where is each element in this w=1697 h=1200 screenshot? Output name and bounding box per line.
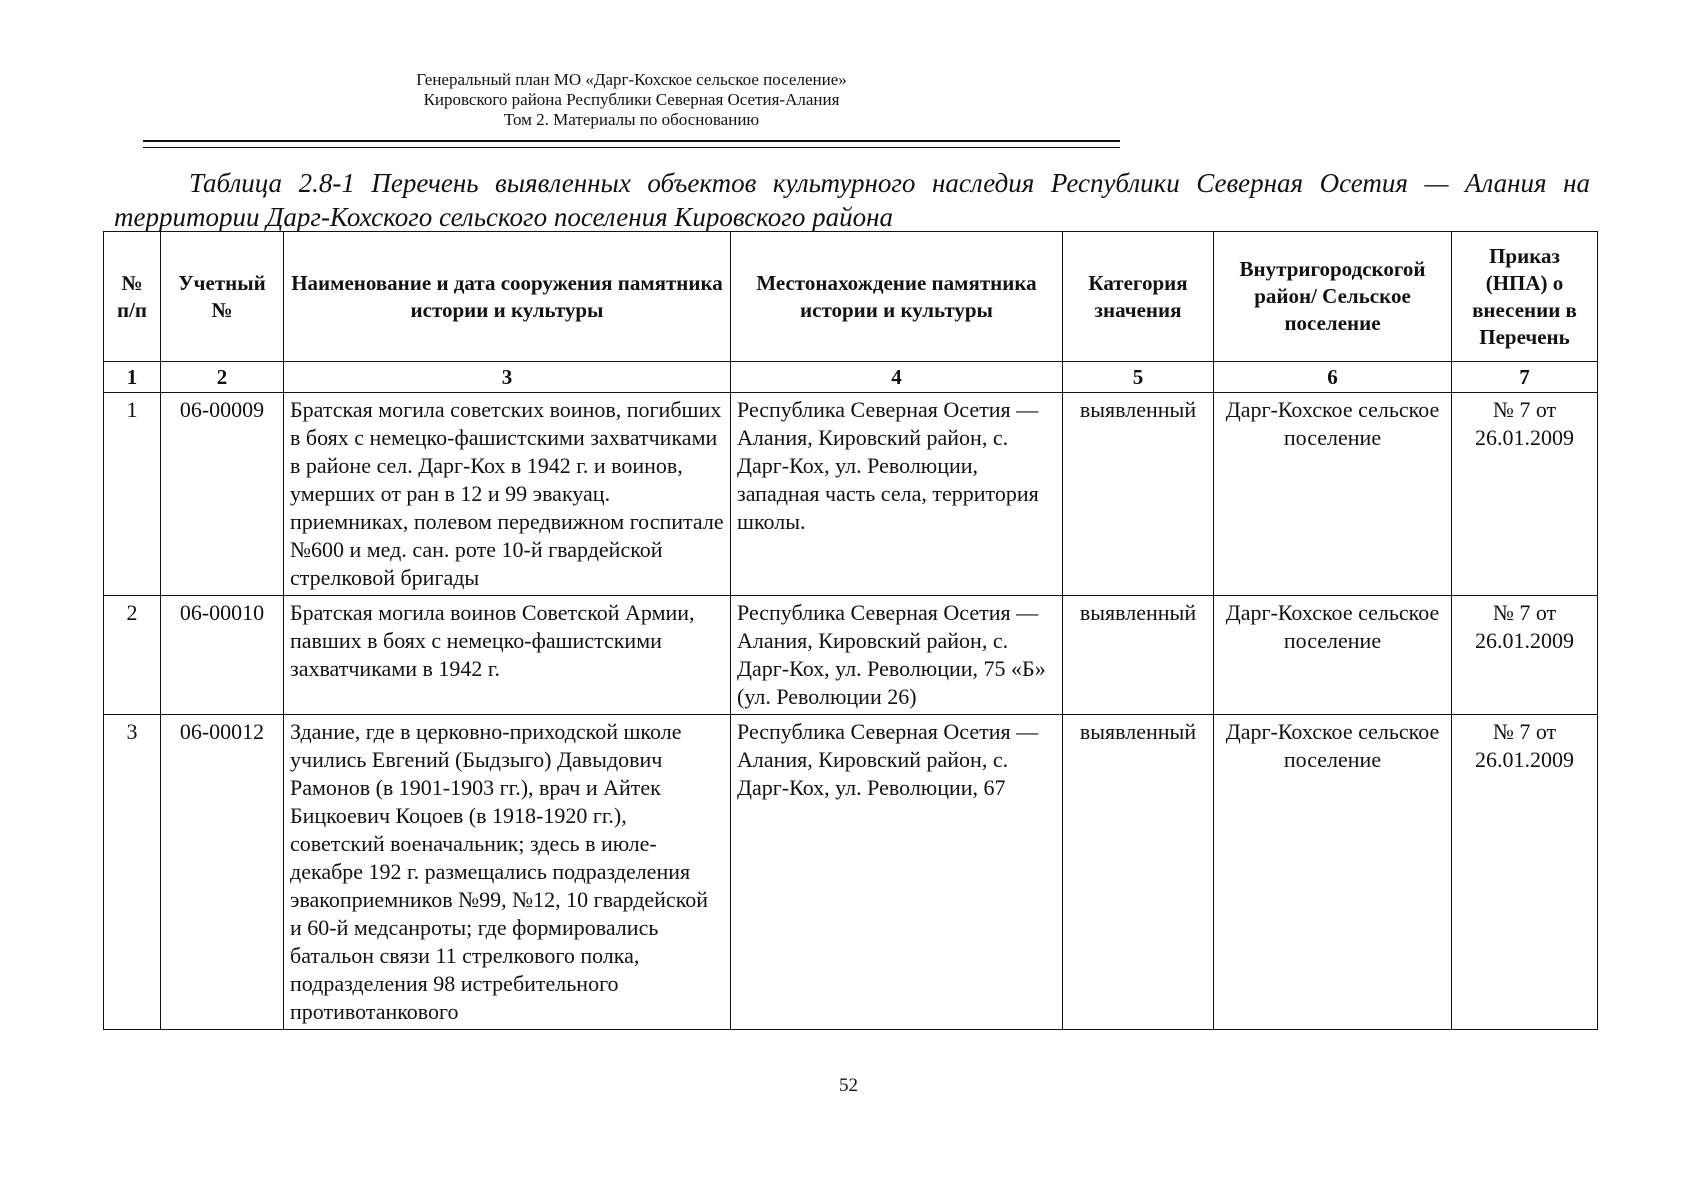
column-number-row xyxy=(104,362,1598,393)
table-row xyxy=(104,596,1598,715)
document-header xyxy=(143,70,1120,130)
column-number: 1 xyxy=(104,362,161,393)
header-cell-number: № п/п xyxy=(104,232,161,362)
column-number: 6 xyxy=(1214,362,1452,393)
column-number: 4 xyxy=(731,362,1063,393)
header-cell-registry-number: Учетный № xyxy=(161,232,284,362)
header-cell-location: Местонахождение памятника истории и культуры xyxy=(731,232,1063,362)
cell-district: Дарг-Кохское сельское поселение xyxy=(1214,715,1452,1030)
cell-location: Республика Северная Осетия — Алания, Кировский район, с. Дарг-Кох, ул. Революции, 75 «Б» (ул. Революции 26) xyxy=(731,596,1063,715)
cell-location: Республика Северная Осетия — Алания, Кировский район, с. Дарг-Кох, ул. Революции, 67 xyxy=(731,715,1063,1030)
table-header-row xyxy=(104,232,1598,362)
cell-order: № 7 от 26.01.2009 xyxy=(1452,596,1598,715)
cell-number: 2 xyxy=(104,596,161,715)
cell-district: Дарг-Кохское сельское поселение xyxy=(1214,596,1452,715)
cell-registry-number: 06-00009 xyxy=(161,393,284,596)
cell-name: Братская могила воинов Советской Армии, павших в боях с немецко-фашистскими захватчиками в 1942 г. xyxy=(284,596,731,715)
header-line-2: Кировского района Республики Северная Осетия-Алания xyxy=(423,90,840,109)
header-cell-order: Приказ (НПА) о внесении в Перечень xyxy=(1452,232,1598,362)
column-number: 5 xyxy=(1063,362,1214,393)
cell-category: выявленный xyxy=(1063,715,1214,1030)
header-cell-district: Внутригородскогой район/ Сельское поселение xyxy=(1214,232,1452,362)
header-cell-name: Наименование и дата сооружения памятника истории и культуры xyxy=(284,232,731,362)
cell-category: выявленный xyxy=(1063,596,1214,715)
table-row xyxy=(104,715,1598,1030)
cell-registry-number: 06-00012 xyxy=(161,715,284,1030)
header-cell-category: Категория значения xyxy=(1063,232,1214,362)
cell-location: Республика Северная Осетия — Алания, Кировский район, с. Дарг-Кох, ул. Революции, западная часть села, территория школы. xyxy=(731,393,1063,596)
cell-order: № 7 от 26.01.2009 xyxy=(1452,393,1598,596)
cell-name: Братская могила советских воинов, погибших в боях с немецко-фашистскими захватчиками в районе сел. Дарг-Кох в 1942 г. и воинов, умерших от ран в 12 и 99 эвакуац. приемниках, полевом передвижном госпитале №600 и мед. сан. роте 10-й гвардейской стрелковой бригады xyxy=(284,393,731,596)
cell-number: 1 xyxy=(104,393,161,596)
cell-category: выявленный xyxy=(1063,393,1214,596)
cell-number: 3 xyxy=(104,715,161,1030)
column-number: 3 xyxy=(284,362,731,393)
cell-order: № 7 от 26.01.2009 xyxy=(1452,715,1598,1030)
page-number: 52 xyxy=(839,1075,858,1096)
cell-registry-number: 06-00010 xyxy=(161,596,284,715)
cell-name: Здание, где в церковно-приходской школе учились Евгений (Быдзыго) Давыдович Рамонов (в 1901-1903 гг.), врач и Айтек Бицкоевич Коцоев (в 1918-1920 гг.), советский военачальник; здесь в июле-декабре 192 г. размещались подразделения эвакоприемников №99, №12, 10 гвардейской и 60-й медсанроты; где формировались батальон связи 11 стрелкового полка, подразделения 98 истребительного противотанкового xyxy=(284,715,731,1030)
table-caption: Таблица 2.8-1 Перечень выявленных объектов культурного наследия Республики Северная Осетия — Алания на территории Дарг-Кохского сельского поселения Кировского района xyxy=(114,168,1590,232)
heritage-objects-table xyxy=(103,231,1598,1030)
header-line-1: Генеральный план МО «Дарг-Кохское сельское поселение» xyxy=(416,70,847,89)
column-number: 7 xyxy=(1452,362,1598,393)
cell-district: Дарг-Кохское сельское поселение xyxy=(1214,393,1452,596)
column-number: 2 xyxy=(161,362,284,393)
header-line-3: Том 2. Материалы по обоснованию xyxy=(503,110,760,129)
header-rule xyxy=(143,140,1120,148)
table-row xyxy=(104,393,1598,596)
